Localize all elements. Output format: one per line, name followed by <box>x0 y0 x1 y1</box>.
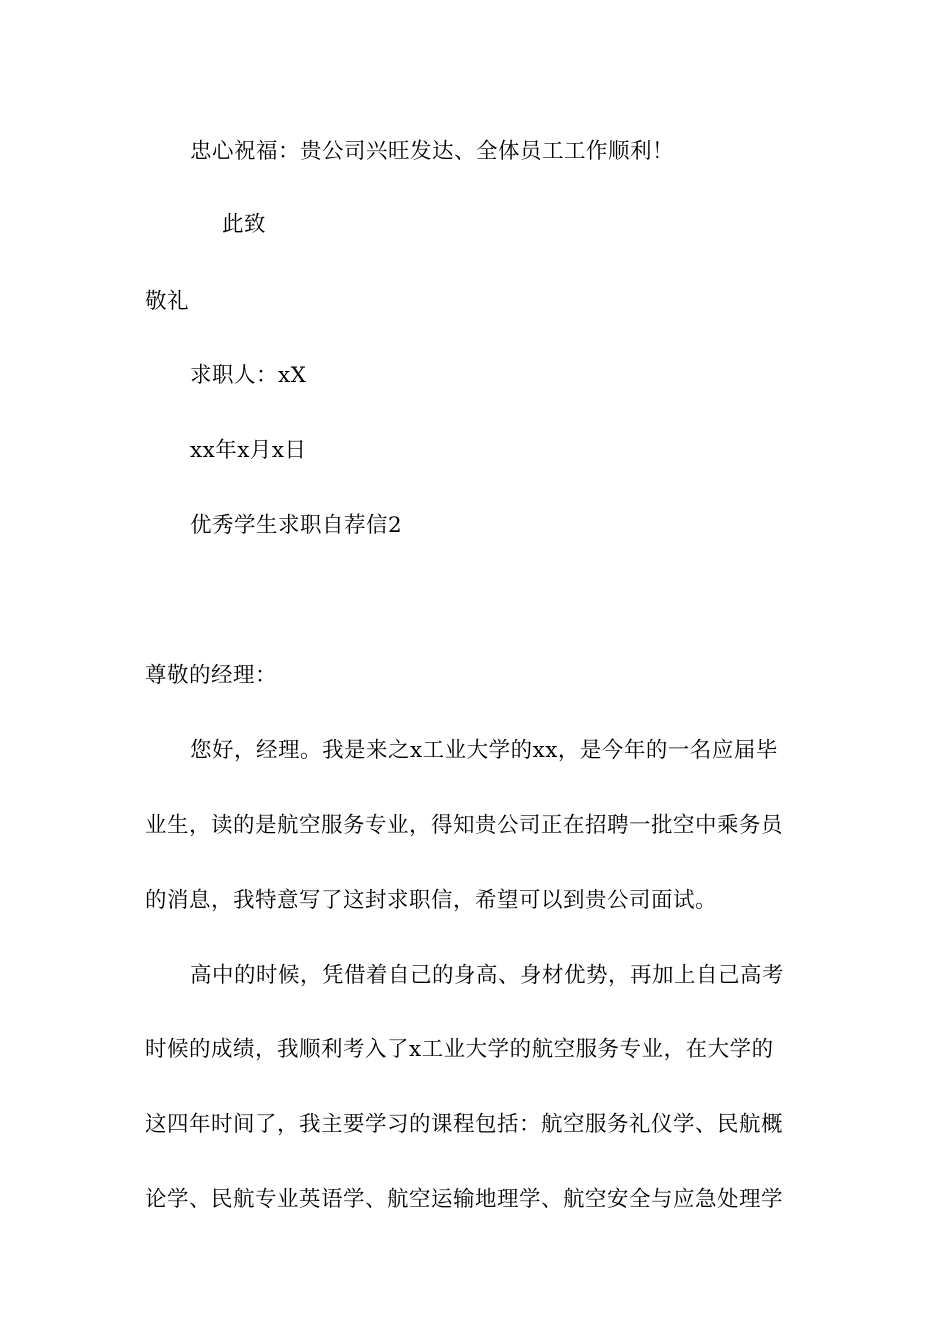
closing-cizhi: 此致 <box>222 212 267 237</box>
closing-jingli: 敬礼 <box>145 289 190 314</box>
body-line: 高中的时候，凭借着自己的身高、身材优势，再加上自己高考 <box>190 963 785 988</box>
applicant-signature: 求职人：xX <box>190 363 307 388</box>
body-line: 的消息，我特意写了这封求职信，希望可以到贵公司面试。 <box>145 888 718 913</box>
body-line: 论学、民航专业英语学、航空运输地理学、航空安全与应急处理学 <box>145 1187 784 1212</box>
closing-wish: 忠心祝福：贵公司兴旺发达、全体员工工作顺利！ <box>190 139 675 164</box>
body-line: 这四年时间了，我主要学习的课程包括：航空服务礼仪学、民航概 <box>145 1112 784 1137</box>
body-line: 您好，经理。我是来之x工业大学的xx，是今年的一名应届毕 <box>190 738 778 763</box>
body-line: 业生，读的是航空服务专业，得知贵公司正在招聘一批空中乘务员 <box>145 813 784 838</box>
letter-date: xx年x月x日 <box>190 438 307 463</box>
body-line: 时候的成绩，我顺利考入了x工业大学的航空服务专业，在大学的 <box>145 1037 774 1062</box>
letter-salutation: 尊敬的经理： <box>145 663 278 688</box>
section-title: 优秀学生求职自荐信2 <box>190 513 403 538</box>
